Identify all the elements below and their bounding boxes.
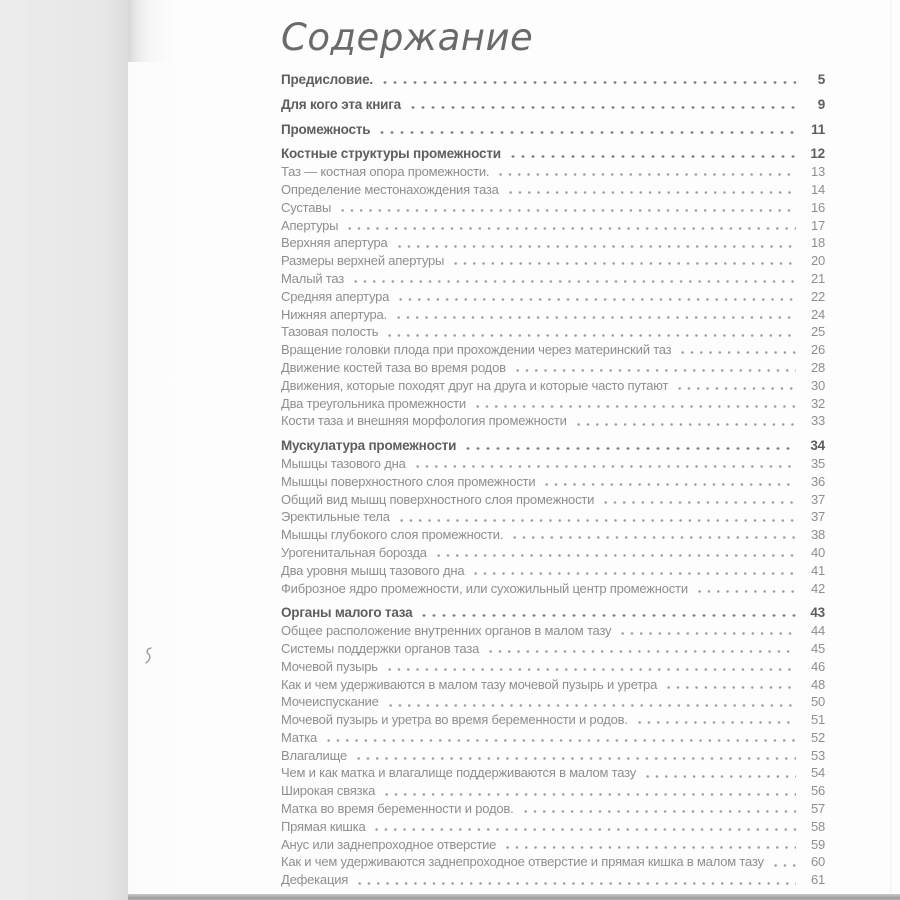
dot-leader bbox=[513, 359, 796, 377]
toc-entry-page: 57 bbox=[810, 801, 825, 817]
dot-leader bbox=[521, 800, 796, 818]
toc-entry-page: 59 bbox=[810, 836, 825, 852]
toc-entry-page: 13 bbox=[810, 164, 825, 180]
toc-entry-page: 51 bbox=[810, 712, 825, 728]
book-page bbox=[128, 0, 900, 896]
toc-entry-label: Общее расположение внутренних органов в малом тазу bbox=[281, 623, 612, 639]
toc-entry-page: 12 bbox=[810, 146, 825, 162]
toc-row bbox=[281, 377, 825, 395]
toc-row bbox=[281, 526, 825, 544]
toc-entry-page: 54 bbox=[810, 765, 825, 781]
toc-entry-label: Средняя апертура bbox=[281, 288, 390, 304]
toc-entry-page: 26 bbox=[810, 342, 825, 358]
toc-row bbox=[281, 622, 825, 640]
photo-backdrop bbox=[0, 0, 128, 900]
toc-row bbox=[281, 676, 825, 694]
toc-row bbox=[281, 145, 825, 163]
toc-entry-page: 11 bbox=[811, 121, 825, 137]
dot-leader bbox=[408, 96, 796, 114]
toc-entry-page: 30 bbox=[810, 377, 825, 393]
toc-entry-page: 33 bbox=[810, 413, 825, 429]
toc-entry-label: Суставы bbox=[281, 199, 332, 215]
dot-leader bbox=[397, 508, 796, 526]
dot-leader bbox=[395, 234, 796, 252]
toc-entry-label: Тазовая полость bbox=[281, 324, 379, 340]
toc-entry-page: 52 bbox=[810, 729, 825, 745]
dot-leader bbox=[372, 818, 796, 836]
toc-row bbox=[281, 437, 825, 455]
toc-entry-label: Размеры верхней апертуры bbox=[281, 253, 445, 269]
toc-entry-page: 45 bbox=[810, 640, 825, 656]
toc-entry-page: 37 bbox=[810, 491, 825, 507]
toc-entry-page: 40 bbox=[810, 544, 825, 560]
toc-row bbox=[281, 562, 825, 580]
dot-leader bbox=[508, 145, 796, 163]
toc-row bbox=[281, 181, 825, 199]
toc-entry-label: Мышцы глубокого слоя промежности. bbox=[281, 527, 504, 543]
toc-entry-label: Прямая кишка bbox=[281, 818, 366, 834]
toc-entry-label: Для кого эта книга bbox=[281, 96, 401, 112]
toc-row bbox=[281, 580, 825, 598]
toc-entry-page: 44 bbox=[810, 623, 825, 639]
pen-mark bbox=[144, 646, 153, 665]
toc-entry-page: 24 bbox=[810, 306, 825, 322]
toc-entry-label: Малый таз bbox=[281, 270, 345, 286]
toc-entry-label: Органы малого таза bbox=[281, 605, 413, 621]
toc-entry-label: Фиброзное ядро промежности, или сухожильный центр промежности bbox=[281, 580, 688, 596]
toc-entry-page: 50 bbox=[810, 694, 825, 710]
toc-entry-page: 56 bbox=[810, 783, 825, 799]
toc-row bbox=[281, 473, 825, 491]
dot-leader bbox=[434, 544, 796, 562]
toc-entry-page: 38 bbox=[810, 527, 825, 543]
dot-leader bbox=[510, 526, 796, 544]
toc-entry-label: Верхняя апертура bbox=[281, 235, 388, 251]
toc-entry-label: Дефекация bbox=[281, 872, 349, 888]
toc-entry-page: 53 bbox=[810, 747, 825, 763]
dot-leader bbox=[542, 473, 796, 491]
dot-leader bbox=[396, 288, 796, 306]
dot-leader bbox=[413, 455, 796, 473]
toc-row bbox=[281, 836, 825, 854]
dot-leader bbox=[377, 121, 796, 139]
toc-entry-label: Движения, которые походят друг на друга и которые часто путают bbox=[281, 377, 669, 393]
dot-leader bbox=[471, 562, 796, 580]
toc-row bbox=[281, 395, 825, 413]
dot-leader bbox=[695, 580, 796, 598]
dot-leader bbox=[675, 377, 796, 395]
toc-row bbox=[281, 544, 825, 562]
toc-entry-label: Костные структуры промежности bbox=[281, 146, 501, 162]
dot-leader bbox=[601, 491, 796, 509]
toc-entry-page: 21 bbox=[810, 270, 825, 286]
toc-entry-label: Мочевой пузырь bbox=[281, 658, 378, 674]
toc-row bbox=[281, 341, 825, 359]
dot-leader bbox=[394, 306, 796, 324]
dot-leader bbox=[355, 871, 796, 889]
toc-row bbox=[281, 121, 825, 139]
toc-entry-page: 22 bbox=[810, 288, 825, 304]
toc-entry-page: 37 bbox=[810, 509, 825, 525]
toc-row bbox=[281, 412, 825, 430]
toc-row bbox=[281, 288, 825, 306]
toc-entry-page: 35 bbox=[810, 455, 825, 471]
toc-entry-label: Матка во время беременности и родов. bbox=[281, 801, 514, 817]
toc-entry-label: Матка bbox=[281, 729, 318, 745]
toc-entry-page: 17 bbox=[810, 217, 825, 233]
toc-row bbox=[281, 604, 825, 622]
toc-entry-label: Анус или заднепроходное отверстие bbox=[281, 836, 497, 852]
toc-entry-label: Предисловие. bbox=[281, 72, 373, 87]
toc-entry-label: Эректильные тела bbox=[281, 509, 390, 525]
toc-row bbox=[281, 234, 825, 252]
dot-leader bbox=[678, 341, 796, 359]
toc-row bbox=[281, 491, 825, 509]
dot-leader bbox=[503, 836, 796, 854]
toc-row bbox=[281, 818, 825, 836]
toc-entry-page: 16 bbox=[810, 199, 825, 215]
toc-entry-label: Широкая связка bbox=[281, 783, 376, 799]
toc-entry-page: 28 bbox=[810, 359, 825, 375]
dot-leader bbox=[345, 217, 796, 235]
toc-entry-label: Как и чем удерживаются заднепроходное отверстие и прямая кишка в малом тазу bbox=[281, 854, 764, 870]
dot-leader bbox=[324, 729, 796, 747]
dot-leader bbox=[643, 764, 796, 782]
toc-entry-label: Два треугольника промежности bbox=[281, 395, 466, 411]
toc-entry-label: Мышцы тазового дна bbox=[281, 455, 406, 471]
toc-entry-page: 36 bbox=[810, 473, 825, 489]
toc-entry-label: Общий вид мышц поверхностного слоя промежности bbox=[281, 491, 595, 507]
toc-entry-label: Чем и как матка и влагалище поддерживаются в малом тазу bbox=[281, 765, 637, 781]
dot-leader bbox=[385, 658, 796, 676]
dot-leader bbox=[473, 395, 796, 413]
table-of-contents bbox=[281, 71, 825, 889]
toc-row bbox=[281, 711, 825, 729]
dot-leader bbox=[664, 676, 796, 694]
dot-leader bbox=[385, 323, 796, 341]
toc-entry-label: Мышцы поверхностного слоя промежности bbox=[281, 473, 536, 489]
toc-row bbox=[281, 729, 825, 747]
dot-leader bbox=[338, 199, 796, 217]
toc-entry-page: 41 bbox=[810, 562, 825, 578]
toc-row bbox=[281, 270, 825, 288]
toc-row bbox=[281, 163, 825, 181]
toc-row bbox=[281, 782, 825, 800]
dot-leader bbox=[382, 782, 796, 800]
toc-row bbox=[281, 217, 825, 235]
toc-entry-label: Как и чем удерживаются в малом тазу мочевой пузырь и уретра bbox=[281, 676, 658, 692]
toc-row bbox=[281, 658, 825, 676]
toc-row bbox=[281, 323, 825, 341]
toc-entry-label: Промежность bbox=[281, 121, 371, 137]
toc-entry-label: Два уровня мышц тазового дна bbox=[281, 562, 465, 578]
dot-leader bbox=[419, 604, 796, 622]
toc-entry-label: Вращение головки плода при прохождении через материнский таз bbox=[281, 342, 672, 358]
toc-row bbox=[281, 800, 825, 818]
toc-entry-label: Таз — костная опора промежности. bbox=[281, 164, 490, 180]
dot-leader bbox=[354, 747, 796, 765]
toc-row bbox=[281, 640, 825, 658]
toc-entry-page: 34 bbox=[810, 438, 825, 454]
toc-row bbox=[281, 359, 825, 377]
toc-entry-label: Урогенитальная борозда bbox=[281, 544, 427, 560]
toc-entry-page: 9 bbox=[817, 96, 825, 112]
toc-entry-label: Мускулатура промежности bbox=[281, 438, 457, 454]
dot-leader bbox=[635, 711, 796, 729]
dot-leader bbox=[506, 181, 796, 199]
toc-row bbox=[281, 455, 825, 473]
page-title: Содержание bbox=[281, 16, 534, 59]
toc-entry-page: 42 bbox=[810, 580, 825, 596]
toc-entry-label: Мочеиспускание bbox=[281, 694, 379, 710]
dot-leader bbox=[386, 693, 796, 711]
dot-leader bbox=[618, 622, 796, 640]
toc-entry-label: Влагалище bbox=[281, 747, 347, 763]
toc-row bbox=[281, 853, 825, 871]
toc-row bbox=[281, 747, 825, 765]
toc-entry-page: 46 bbox=[810, 658, 825, 674]
dot-leader bbox=[380, 71, 796, 89]
toc-entry-page: 25 bbox=[810, 324, 825, 340]
toc-entry-label: Нижняя апертура. bbox=[281, 306, 387, 322]
toc-row bbox=[281, 693, 825, 711]
book-bottom-edge-shadow bbox=[128, 894, 900, 900]
toc-row bbox=[281, 764, 825, 782]
toc-entry-label: Системы поддержки органов таза bbox=[281, 640, 480, 656]
toc-entry-page: 58 bbox=[810, 818, 825, 834]
toc-entry-page: 60 bbox=[810, 854, 825, 870]
toc-entry-label: Мочевой пузырь и уретра во время беременности и родов. bbox=[281, 712, 628, 728]
toc-row bbox=[281, 252, 825, 270]
toc-entry-page: 43 bbox=[810, 605, 825, 621]
toc-row bbox=[281, 306, 825, 324]
toc-entry-label: Определение местонахождения таза bbox=[281, 181, 499, 197]
toc-entry-page: 61 bbox=[810, 872, 825, 888]
toc-entry-label: Кости таза и внешняя морфология промежности bbox=[281, 413, 567, 429]
toc-entry-page: 20 bbox=[810, 253, 825, 269]
toc-entry-page: 48 bbox=[810, 676, 825, 692]
toc-entry-label: Апертуры bbox=[281, 217, 339, 233]
toc-row bbox=[281, 508, 825, 526]
dot-leader bbox=[574, 412, 796, 430]
dot-leader bbox=[771, 853, 796, 871]
toc-entry-page: 14 bbox=[810, 181, 825, 197]
page-right-edge bbox=[890, 0, 892, 894]
toc-entry-page: 18 bbox=[810, 235, 825, 251]
dot-leader bbox=[496, 163, 796, 181]
toc-entry-label: Движение костей таза во время родов bbox=[281, 359, 506, 375]
toc-row bbox=[281, 871, 825, 889]
toc-row bbox=[281, 96, 825, 114]
dot-leader bbox=[486, 640, 796, 658]
toc-row bbox=[281, 71, 825, 89]
toc-entry-page: 5 bbox=[817, 72, 825, 87]
dot-leader bbox=[463, 437, 796, 455]
dot-leader bbox=[451, 252, 796, 270]
dot-leader bbox=[351, 270, 796, 288]
toc-entry-page: 32 bbox=[810, 395, 825, 411]
toc-row bbox=[281, 199, 825, 217]
